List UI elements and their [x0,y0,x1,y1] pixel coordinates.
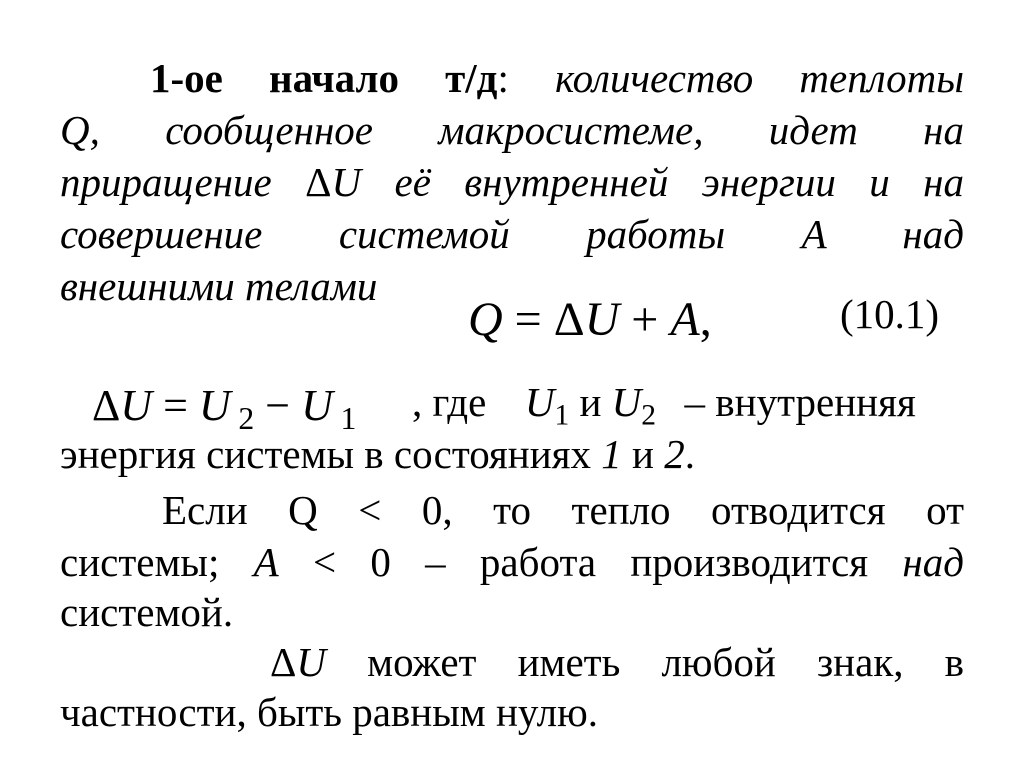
equation-delta-u: ΔU = U $_2$ − U $_1$ [92,381,357,436]
para1-line3: приращение ΔU её внутренней энергии и на [60,159,964,205]
para1-line2: Q, сообщенное макросистеме, идет на [60,107,964,153]
para3-line1: Если Q < 0, то тепло отводится от [162,487,964,533]
para4-line1: ΔU может иметь любой знак, в [270,639,964,685]
para2-line2: энергия системы в состояниях 1 и 2. [60,431,695,477]
equation-number: (10.1) [840,291,940,337]
para1-line5: внешними телами [60,263,378,309]
para2-line1-where: , где $U_1$ и $U_2$ – внутренняя [412,379,916,432]
para1-line4: совершение системой работы A над [60,211,964,257]
para1-line1: 1-ое начало т/д: количество теплоты [150,55,964,101]
equation-10-1: Q = ΔU + A, [468,293,712,346]
law-title: 1-ое начало т/д [150,55,498,101]
para4-line2: частности, быть равным нулю. [60,689,598,735]
para3-line2: системы; A < 0 – работа производится над [60,539,964,585]
para3-line3: системой. [60,589,234,635]
